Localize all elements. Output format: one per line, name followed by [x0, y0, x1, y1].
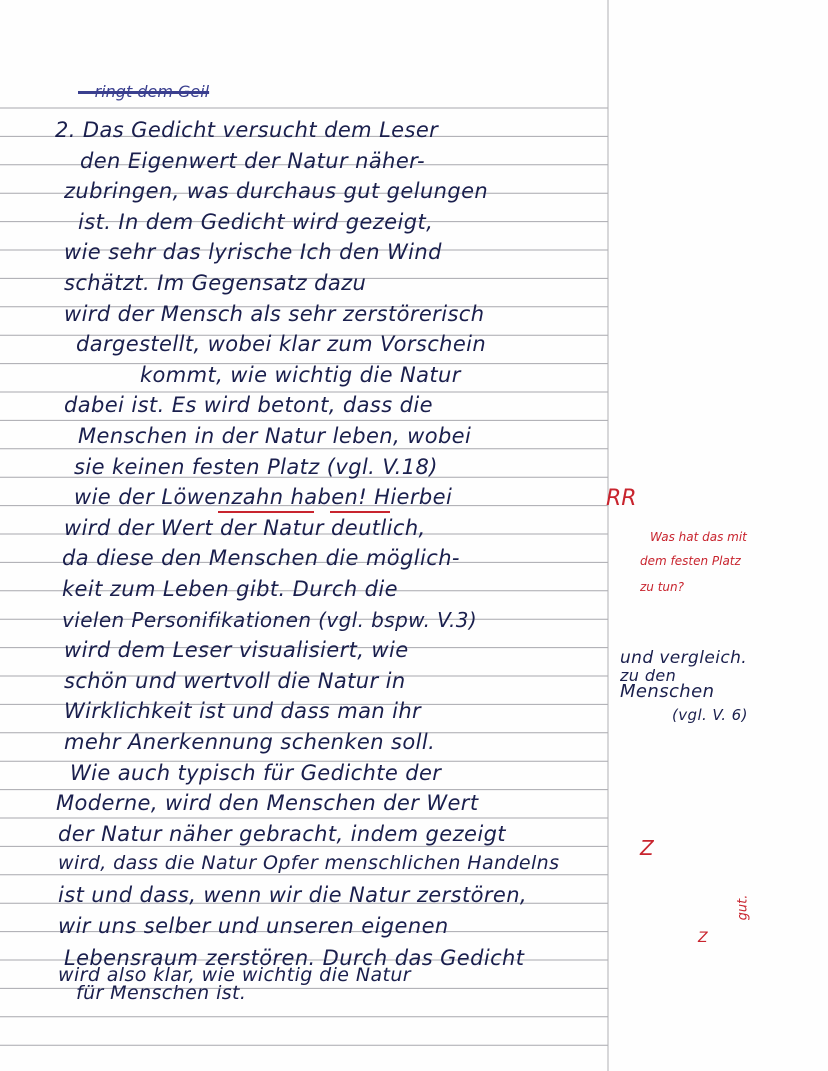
insert-menschen: Menschen: [620, 681, 715, 702]
underline-festen: [218, 511, 314, 513]
essay-line: wird, dass die Natur Opfer menschlichen Handelns: [58, 852, 560, 874]
essay-line: mehr Anerkennung schenken soll.: [64, 730, 436, 754]
essay-line: wie der Löwenzahn haben! Hierbei: [74, 485, 453, 509]
essay-line: den Eigenwert der Natur näher-: [80, 149, 425, 173]
essay-line: wird dem Leser visualisiert, wie: [64, 638, 409, 662]
insert-vergleich: und vergleich.: [620, 648, 748, 668]
essay-line: sie keinen festen Platz (vgl. V.18): [74, 455, 438, 479]
essay-line: vielen Personifikationen (vgl. bspw. V.3): [62, 608, 478, 632]
essay-line: wir uns selber und unseren eigenen: [58, 914, 449, 938]
z-mark-2: Z: [698, 930, 708, 946]
struck-heading: -- ringt dem Geil: [78, 82, 210, 101]
underline-platz: [330, 511, 390, 513]
essay-line: zubringen, was durchaus gut gelungen: [64, 179, 489, 203]
essay-line: Moderne, wird den Menschen der Wert: [56, 791, 479, 815]
essay-line: wird also klar, wie wichtig die Natur: [58, 964, 411, 986]
essay-line: keit zum Leben gibt. Durch die: [62, 577, 398, 601]
insert-zu-den: zu den: [620, 666, 677, 685]
essay-line: dabei ist. Es wird betont, dass die: [64, 393, 433, 417]
essay-line: da diese den Menschen die möglich-: [62, 546, 460, 570]
essay-line: wie sehr das lyrische Ich den Wind: [64, 240, 442, 264]
essay-line: 2. Das Gedicht versucht dem Leser: [55, 118, 439, 142]
essay-line: Wirklichkeit ist und dass man ihr: [64, 699, 422, 723]
essay-line: wird der Wert der Natur deutlich,: [64, 516, 426, 540]
gut-mark: gut.: [735, 894, 751, 921]
essay-line: dargestellt, wobei klar zum Vorschein: [76, 332, 487, 356]
essay-line: Wie auch typisch für Gedichte der: [70, 761, 442, 785]
rr-mark: RR: [606, 486, 637, 511]
essay-line: schätzt. Im Gegensatz dazu: [64, 271, 367, 295]
margin-question-1: Was hat das mit: [650, 530, 747, 544]
essay-line: Menschen in der Natur leben, wobei: [78, 424, 472, 448]
margin-question-3: zu tun?: [640, 580, 685, 594]
z-mark-1: Z: [640, 836, 654, 860]
insert-vgl-v6: (vgl. V. 6): [672, 706, 748, 724]
essay-line: kommt, wie wichtig die Natur: [140, 363, 461, 387]
essay-line: der Natur näher gebracht, indem gezeigt: [58, 822, 506, 846]
essay-line: Lebensraum zerstören. Durch das Gedicht: [64, 946, 525, 970]
essay-line: schön und wertvoll die Natur in: [64, 669, 406, 693]
margin-question-2: dem festen Platz: [640, 554, 741, 568]
essay-line: ist und dass, wenn wir die Natur zerstören,: [58, 883, 527, 907]
essay-line: für Menschen ist.: [76, 982, 247, 1004]
essay-line: wird der Mensch als sehr zerstörerisch: [64, 302, 485, 326]
essay-line: ist. In dem Gedicht wird gezeigt,: [78, 210, 434, 234]
